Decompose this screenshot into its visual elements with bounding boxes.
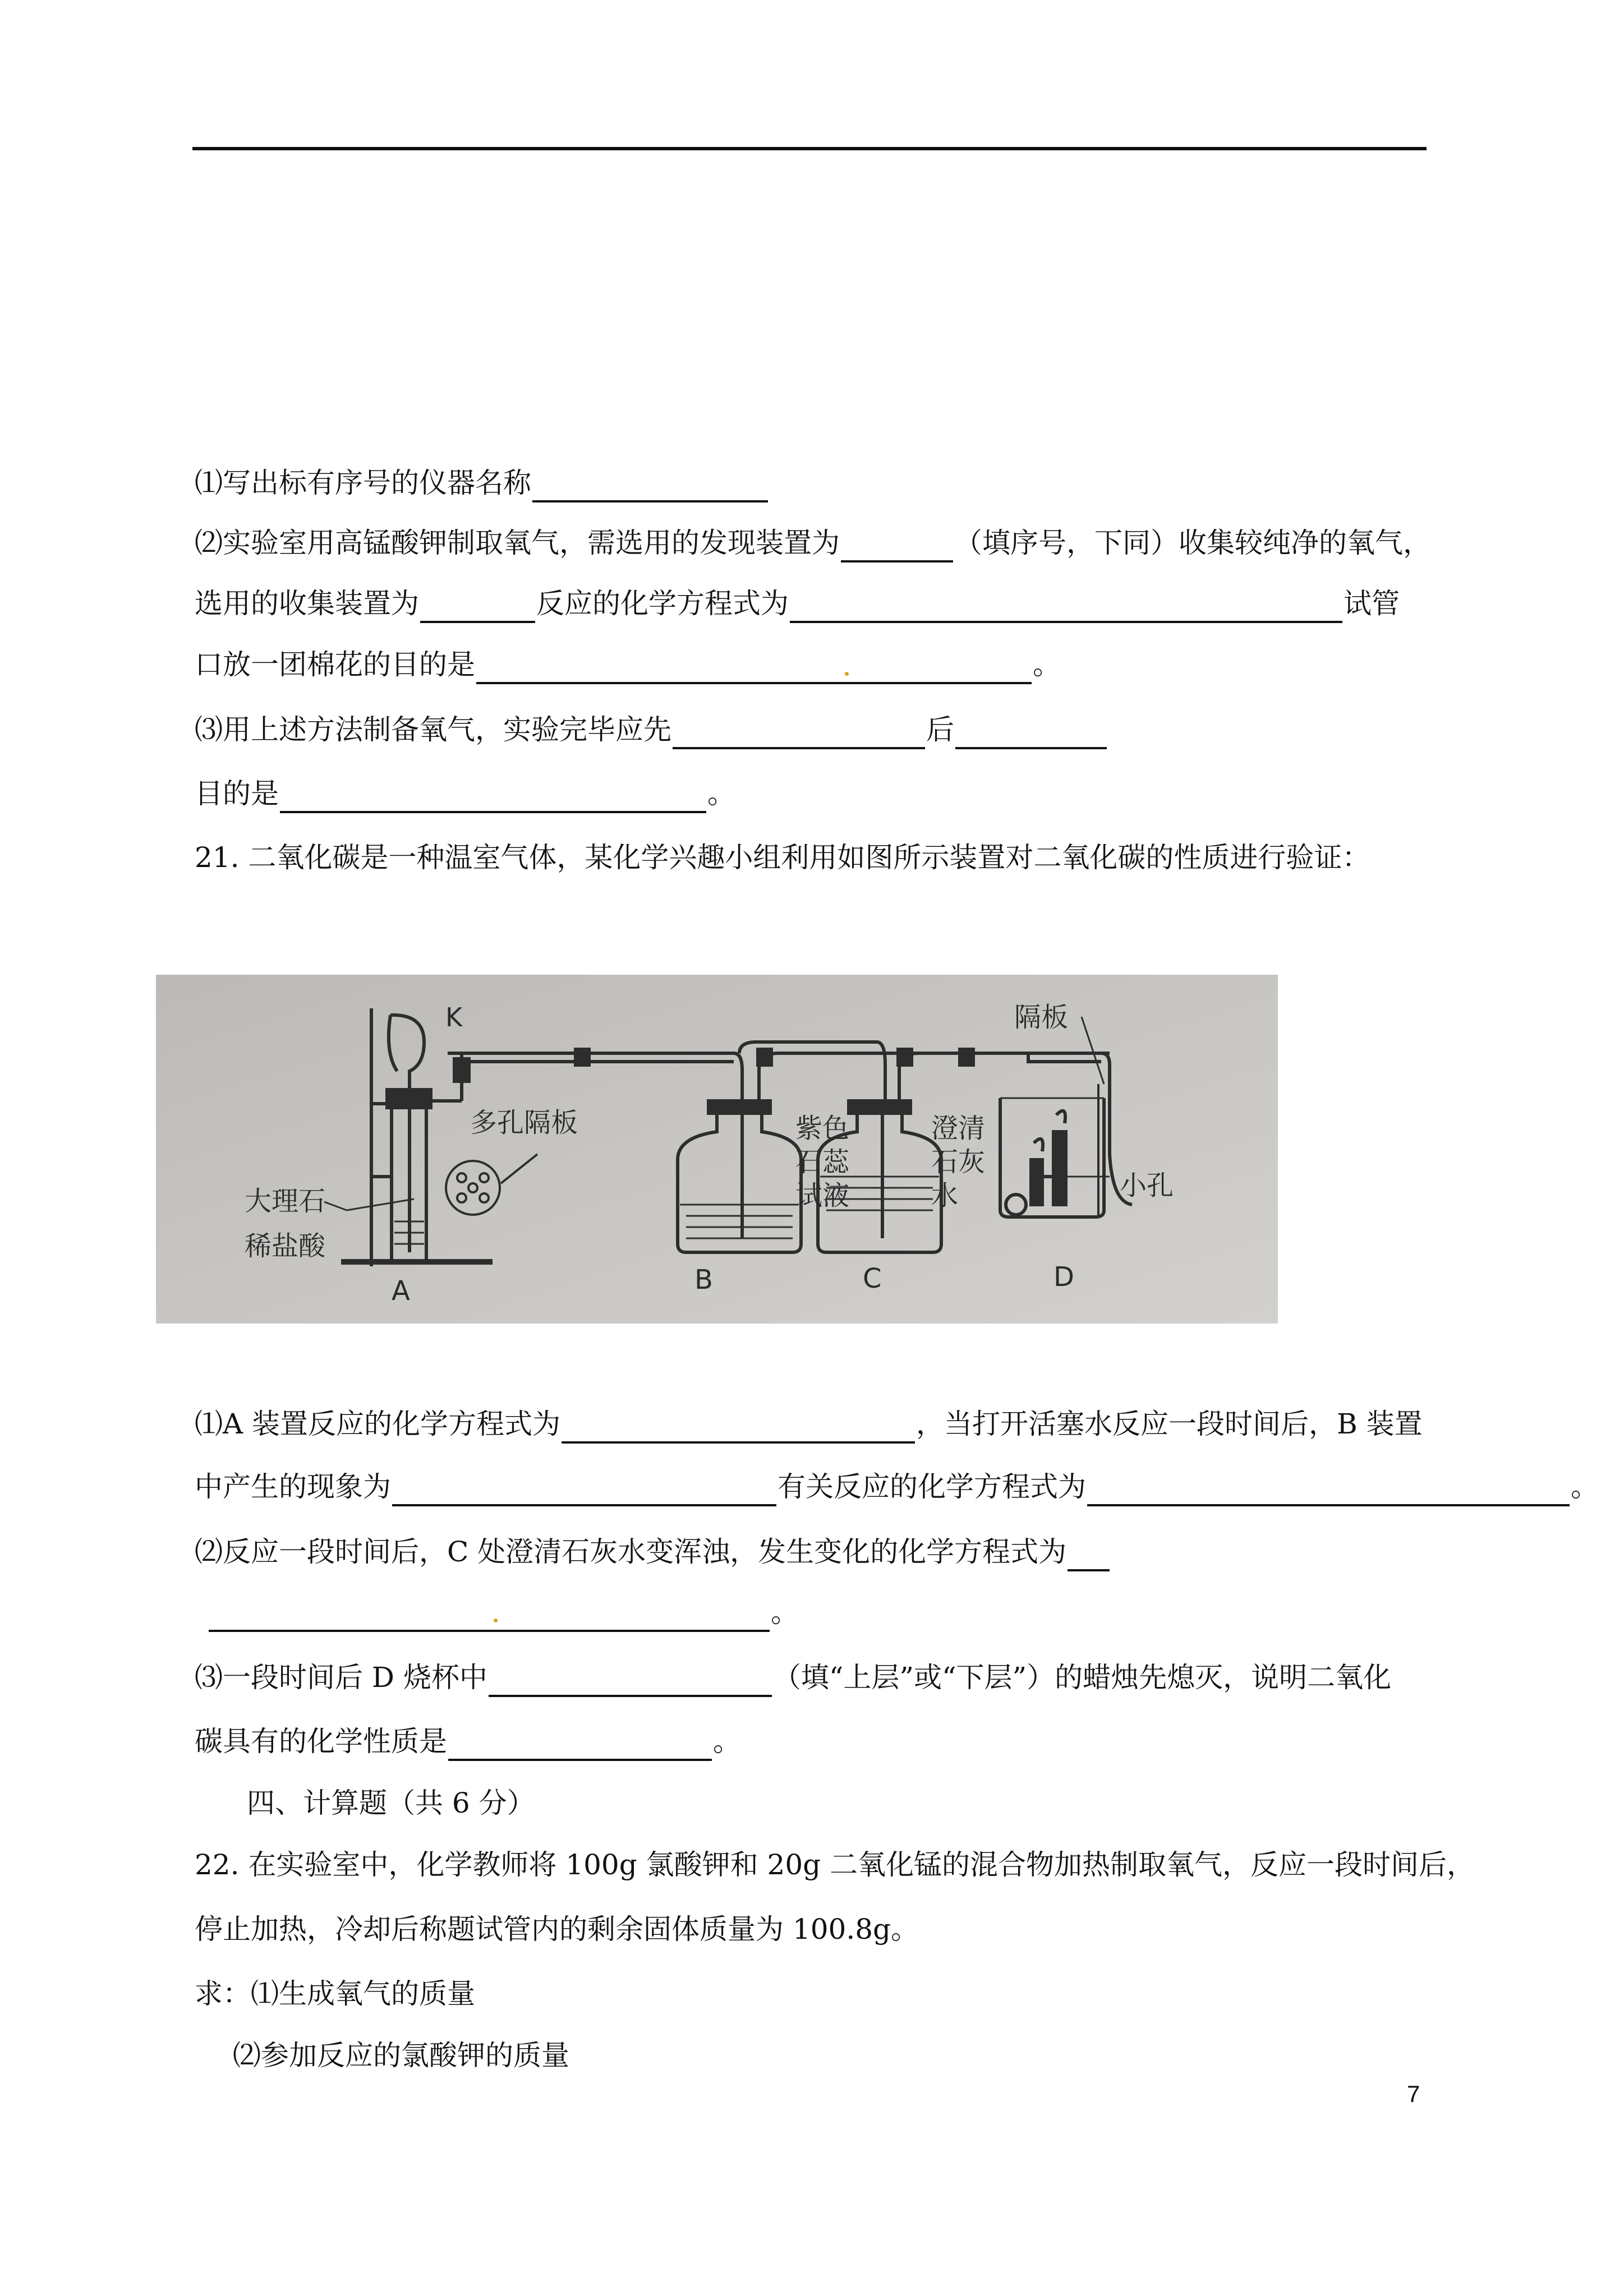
q20-part3-text: 后 (926, 713, 954, 746)
answer-blank[interactable] (562, 1409, 915, 1444)
header-rule (192, 147, 1427, 150)
q20-part2-text: 反应的化学方程式为 (536, 587, 789, 620)
q21-part1-text: ⑴A 装置反应的化学方程式为 (195, 1408, 561, 1440)
q21-part3-text: ⑶一段时间后 D 烧杯中 (195, 1661, 487, 1694)
q20-part3-text: 目的是 (195, 777, 279, 810)
marble-label: 大理石 (245, 1186, 326, 1217)
q20-part2-text: ⑵实验室用高锰酸钾制取氧气，需选用的发现装置为 (195, 527, 840, 559)
apparatus-c-label: C (863, 1263, 882, 1294)
q21-part2-line1 (195, 1532, 1111, 1571)
q22-line2: 停止加热，冷却后称题试管内的剩余固体质量为 100.8g。 (195, 1913, 919, 1945)
q20-part2-text: 试管 (1344, 587, 1400, 620)
litmus-label-3: 试液 (795, 1180, 850, 1211)
q20-part3-line2 (195, 774, 735, 813)
q21-part1-text: 中产生的现象为 (195, 1470, 391, 1503)
q21-part3-line1 (195, 1658, 1391, 1697)
litmus-label-1: 紫色 (795, 1113, 850, 1144)
answer-blank[interactable] (532, 468, 768, 502)
answer-blank[interactable] (1087, 1472, 1570, 1506)
answer-blank[interactable] (280, 778, 706, 813)
answer-blank[interactable] (448, 1726, 712, 1761)
q20-part1-line (195, 463, 769, 502)
q22-line4: ⑵参加反应的氯酸钾的质量 (233, 2039, 569, 2072)
answer-blank[interactable] (420, 588, 535, 623)
q20-part3-text: ⑶用上述方法制备氧气，实验完毕应先 (195, 713, 671, 746)
answer-blank[interactable] (955, 714, 1107, 749)
co2-apparatus-figure (156, 975, 1278, 1324)
period: 。 (713, 1725, 741, 1758)
q21-stem: 21. 二氧化碳是一种温室气体，某化学兴趣小组利用如图所示装置对二氧化碳的性质进行验证： (195, 841, 1370, 874)
answer-blank[interactable] (392, 1472, 776, 1506)
q21-part3-text: （填“上层”或“下层”）的蜡烛先熄灭，说明二氧化 (772, 1661, 1392, 1694)
answer-blank[interactable] (209, 1597, 770, 1632)
answer-blank[interactable] (790, 588, 1342, 623)
q20-part2-line2 (195, 584, 1400, 623)
q21-part2-text: ⑵反应一段时间后，C 处澄清石灰水变浑浊，发生变化的化学方程式为 (195, 1536, 1067, 1568)
answer-blank[interactable] (476, 649, 1032, 684)
print-speck (494, 1619, 498, 1622)
q21-part1-line1 (195, 1404, 1423, 1444)
valve-k-label: K (445, 1002, 463, 1032)
small-hole-label: 小孔 (1120, 1170, 1174, 1201)
q21-part3-line2 (195, 1722, 741, 1761)
q20-part1-text: ⑴写出标有序号的仪器名称 (195, 467, 531, 499)
q21-part1-text: ，当打开活塞水反应一段时间后，B 装置 (916, 1408, 1423, 1440)
q20-part2-line1 (195, 523, 1431, 563)
period: 。 (1571, 1470, 1599, 1503)
q21-part1-text: 有关反应的化学方程式为 (778, 1470, 1086, 1503)
apparatus-b-label: B (694, 1264, 713, 1295)
period: 。 (771, 1596, 799, 1629)
answer-blank[interactable] (841, 528, 953, 563)
porous-plate-label: 多孔隔板 (470, 1107, 578, 1138)
q20-part2-text: 选用的收集装置为 (195, 587, 419, 620)
apparatus-d-label: D (1053, 1261, 1074, 1293)
limewater-label-3: 水 (931, 1180, 959, 1211)
q20-part2-text: （填序号，下同）收集较纯净的氧气， (954, 527, 1431, 559)
q22-line3: 求：⑴生成氧气的质量 (195, 1977, 475, 2010)
print-speck (845, 672, 849, 676)
litmus-label-2: 石蕊 (795, 1146, 850, 1178)
q21-part3-text: 碳具有的化学性质是 (195, 1725, 447, 1758)
period: 。 (1033, 648, 1061, 681)
q22-line1: 22. 在实验室中，化学教师将 100g 氯酸钾和 20g 二氧化锰的混合物加热制取氧气，反应一段时间后， (195, 1848, 1475, 1881)
q21-part2-line2 (208, 1593, 799, 1632)
q20-part3-line1 (195, 710, 1108, 749)
page-number: 7 (1407, 2081, 1420, 2107)
limewater-label-1: 澄清 (931, 1113, 986, 1144)
answer-blank[interactable] (489, 1662, 772, 1697)
answer-blank[interactable] (1068, 1537, 1110, 1571)
q20-part2-text: 口放一团棉花的目的是 (195, 648, 475, 681)
apparatus-a-label: A (392, 1275, 410, 1307)
q21-part1-line2 (195, 1467, 1599, 1506)
dilute-hcl-label: 稀盐酸 (245, 1230, 326, 1262)
partition-label: 隔板 (1014, 1002, 1069, 1033)
limewater-label-2: 石灰 (931, 1146, 986, 1178)
section-4-heading: 四、计算题（共 6 分） (247, 1787, 535, 1819)
period: 。 (707, 777, 735, 810)
answer-blank[interactable] (673, 714, 925, 749)
q20-part2-line3 (195, 645, 1061, 684)
